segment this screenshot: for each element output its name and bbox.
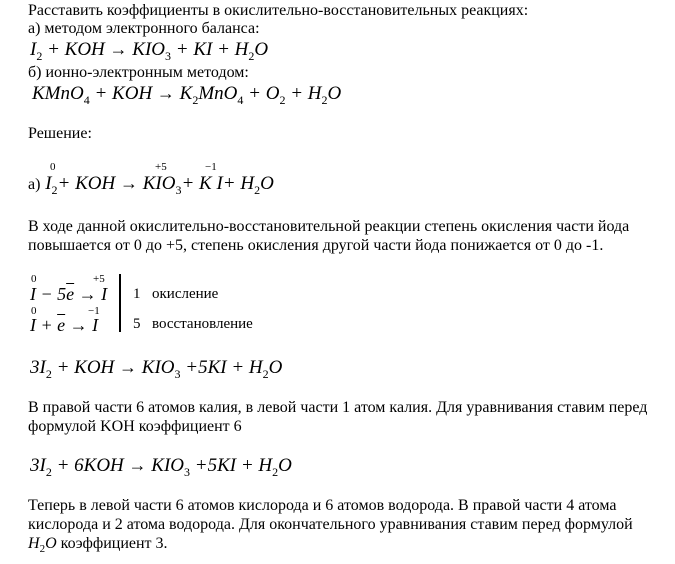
paragraph-3-line-3: $H_2O$ коэффициент 3. (28, 535, 168, 555)
paragraph-2-line-2: формулой KOH коэффициент 6 (28, 418, 242, 435)
ox-state-kio: +5 (155, 161, 167, 173)
solution-a-equation: а) $I_2+$ KOH → $KIO_3+ K$ $I+ H_2O$ (28, 173, 274, 197)
task-title: Расставить коэффициенты в окислительно-восстановительных реакциях: (28, 2, 529, 19)
balance-r1-ox-right: +5 (93, 273, 105, 285)
balance-divider (119, 274, 121, 332)
paragraph-3-line-1: Теперь в левой части 6 атомов кислорода и 6 атомов водорода. В правой части 4 атома (28, 497, 617, 514)
paragraph-2-line-1: В правой части 6 атомов калия, в левой части 1 атом калия. Для уравнивания ставим перед (28, 399, 648, 416)
task-b-equation: KMnO$_4$ + KOH → $K_2MnO_4 + O_2 + H_2O$ (32, 83, 342, 107)
balance-r2-ox-right: −1 (88, 305, 100, 317)
paragraph-3-line-2: кислорода и 2 атома водорода. Для окончательного уравнивания ставим перед формулой (28, 516, 633, 533)
balance-r2-ox-left: 0 (31, 305, 37, 317)
paragraph-1-line-2: повышается от 0 до +5, степень окисления другой части йода понижается от 0 до -1. (28, 237, 604, 254)
balance-r1-ox-left: 0 (31, 273, 37, 285)
ox-state-ki: −1 (205, 161, 217, 173)
balance-r2-coef: 5 (133, 316, 141, 332)
balance-row-2: $I + \overline{e} \to I$ (30, 315, 99, 335)
balance-row-1: $I - 5\overline{e} \to I$ (30, 284, 108, 304)
solution-heading: Решение: (28, 125, 92, 142)
part-b-label: б) ионно-электронным методом: (28, 64, 249, 81)
task-a-equation: $I_2$ + KOH → $KIO_3$ + KI + $H_2O$ (30, 39, 269, 63)
balance-r2-name: восстановление (152, 316, 253, 332)
paragraph-1-line-1: В ходе данной окислительно-восстановительной реакции степень окисления части йода (28, 218, 630, 235)
solution-c-equation: $3I_2 + 6KOH \to KIO_3 +5KI + H_2O$ (30, 455, 292, 479)
balance-r1-name: окисление (152, 286, 219, 302)
part-a-label: а) методом электронного баланса: (28, 20, 260, 37)
balance-r1-coef: 1 (133, 286, 141, 302)
solution-b-equation: $3I_2$ + KOH → $KIO_3 +5KI + H_2O$ (30, 357, 283, 381)
ox-state-I: 0 (50, 161, 56, 173)
